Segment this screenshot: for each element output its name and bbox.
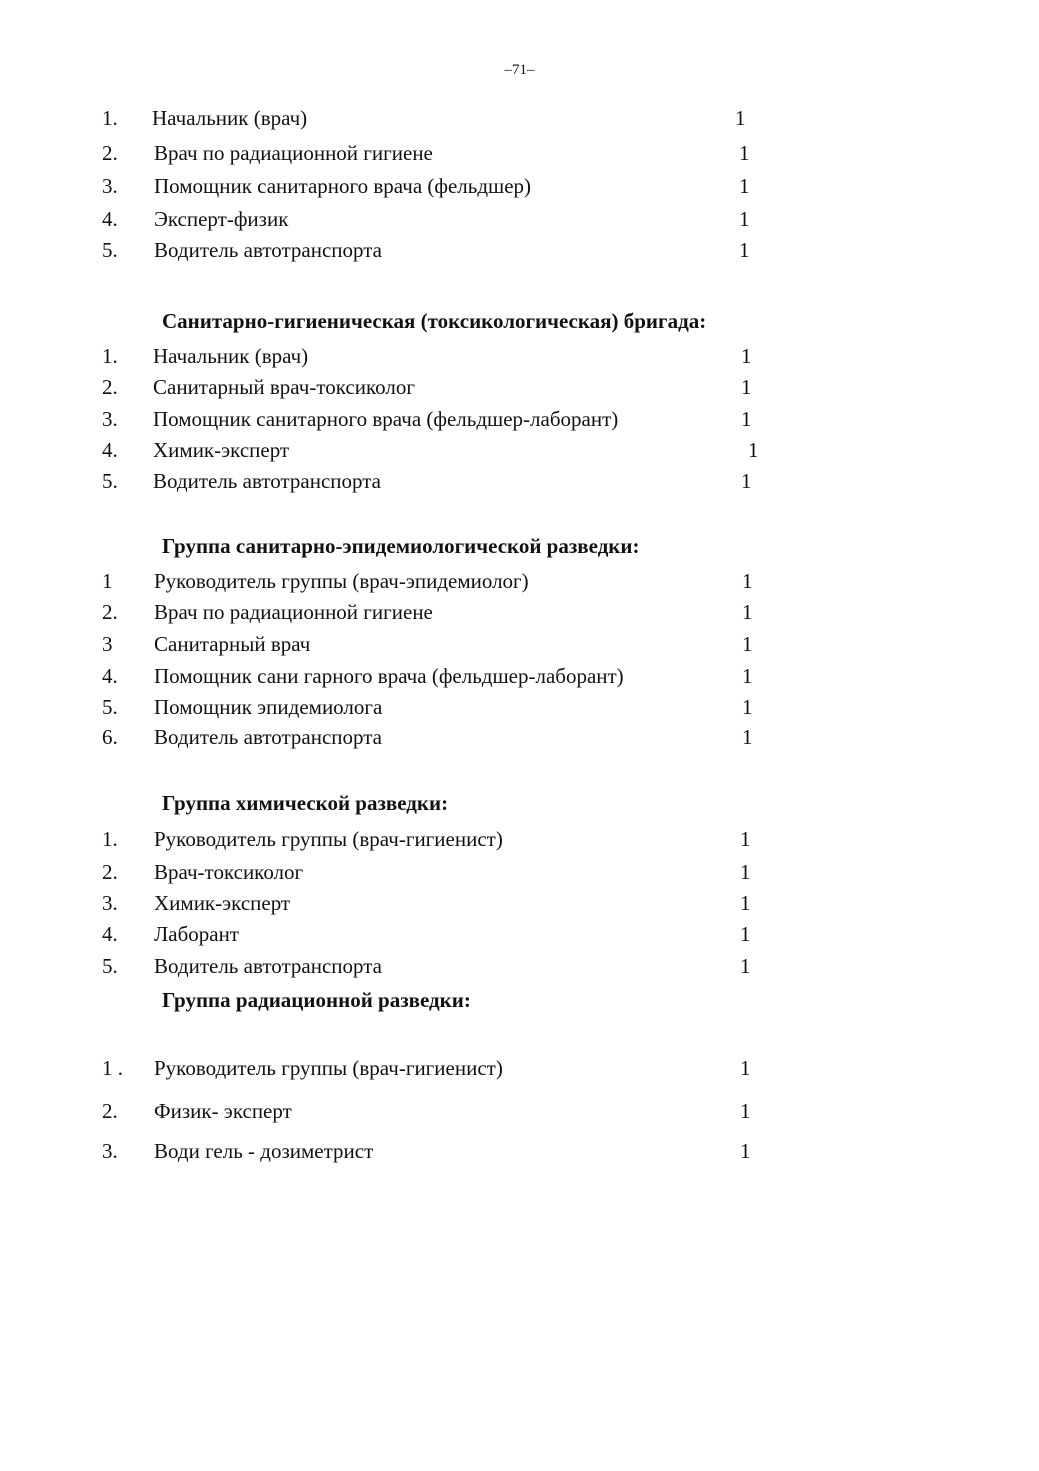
section-heading: Группа химической разведки: (162, 791, 449, 815)
item-number: 5. (102, 695, 118, 719)
list-item (0, 342, 1039, 370)
item-number: 1. (102, 344, 118, 368)
item-label: Лаборант (154, 922, 239, 946)
item-number: 1 . (102, 1056, 123, 1080)
item-quantity: 1 (740, 860, 751, 884)
item-quantity: 1 (742, 695, 753, 719)
list-item (0, 889, 1039, 917)
list-item (0, 952, 1039, 980)
item-quantity: 1 (740, 891, 751, 915)
list-item (0, 662, 1039, 690)
list-item (0, 567, 1039, 595)
item-quantity: 1 (739, 174, 750, 198)
item-number: 5. (102, 954, 118, 978)
item-quantity: 1 (740, 922, 751, 946)
list-item (0, 630, 1039, 658)
item-quantity: 1 (741, 469, 752, 493)
item-number: 2. (102, 375, 118, 399)
item-number: 3. (102, 174, 118, 198)
item-quantity: 1 (742, 600, 753, 624)
item-label: Помощник санитарного врача (фельдшер-лаборант) (153, 407, 619, 431)
section-heading: Группа радиационной разведки: (162, 988, 471, 1012)
item-quantity: 1 (741, 407, 752, 431)
list-item (0, 693, 1039, 721)
item-quantity: 1 (742, 632, 753, 656)
item-label: Начальник (врач) (152, 106, 308, 130)
item-quantity: 1 (740, 1099, 751, 1123)
list-item (0, 104, 1039, 132)
item-number: 6. (102, 725, 118, 749)
item-label: Водитель автотранспорта (154, 238, 382, 262)
item-number: 4. (102, 438, 118, 462)
list-item (0, 172, 1039, 200)
item-quantity: 1 (739, 207, 750, 231)
item-label: Руководитель группы (врач-гигиенист) (154, 827, 503, 851)
item-quantity: 1 (742, 664, 753, 688)
item-label: Химик-эксперт (154, 891, 291, 915)
item-label: Руководитель группы (врач-гигиенист) (154, 1056, 503, 1080)
item-number: 4. (102, 922, 118, 946)
item-quantity: 1 (740, 1139, 751, 1163)
item-label: Води гель - дозиметрист (154, 1139, 374, 1163)
list-item (0, 1097, 1039, 1125)
item-label: Врач по радиационной гигиене (154, 141, 433, 165)
section-heading: Санитарно-гигиеническая (токсикологическая) бригада: (162, 309, 707, 333)
item-number: 5. (102, 469, 118, 493)
item-number: 2. (102, 141, 118, 165)
item-number: 3 (102, 632, 113, 656)
item-label: Водитель автотранспорта (154, 725, 382, 749)
item-label: Химик-эксперт (153, 438, 290, 462)
list-item (0, 598, 1039, 626)
item-label: Начальник (врач) (153, 344, 309, 368)
item-quantity: 1 (742, 725, 753, 749)
item-number: 1 (102, 569, 113, 593)
item-label: Врач-токсиколог (154, 860, 304, 884)
item-quantity: 1 (748, 438, 759, 462)
item-label: Помощник сани гарного врача (фельдшер-лаборант) (154, 664, 624, 688)
item-label: Руководитель группы (врач-эпидемиолог) (154, 569, 529, 593)
item-number: 3. (102, 1139, 118, 1163)
list-item (0, 858, 1039, 886)
list-item (0, 825, 1039, 853)
item-quantity: 1 (741, 375, 752, 399)
page-number: –71– (504, 62, 535, 78)
item-number: 4. (102, 207, 118, 231)
item-number: 3. (102, 891, 118, 915)
item-quantity: 1 (740, 954, 751, 978)
item-quantity: 1 (740, 827, 751, 851)
list-item (0, 405, 1039, 433)
item-number: 2. (102, 860, 118, 884)
list-item (0, 436, 1039, 464)
list-item (0, 205, 1039, 233)
item-number: 2. (102, 1099, 118, 1123)
section-heading: Группа санитарно-эпидемиологической разведки: (162, 534, 640, 558)
item-quantity: 1 (739, 238, 750, 262)
item-label: Эксперт-физик (154, 207, 289, 231)
item-quantity: 1 (740, 1056, 751, 1080)
list-item (0, 920, 1039, 948)
item-quantity: 1 (739, 141, 750, 165)
item-number: 4. (102, 664, 118, 688)
item-label: Врач по радиационной гигиене (154, 600, 433, 624)
list-item (0, 1054, 1039, 1082)
item-label: Водитель автотранспорта (154, 954, 382, 978)
item-number: 2. (102, 600, 118, 624)
list-item (0, 236, 1039, 264)
item-number: 3. (102, 407, 118, 431)
list-item (0, 467, 1039, 495)
item-label: Помощник санитарного врача (фельдшер) (154, 174, 532, 198)
list-item (0, 1137, 1039, 1165)
item-label: Помощник эпидемиолога (154, 695, 383, 719)
item-quantity: 1 (735, 106, 746, 130)
item-number: 5. (102, 238, 118, 262)
item-label: Водитель автотранспорта (153, 469, 381, 493)
item-label: Физик- эксперт (154, 1099, 292, 1123)
item-quantity: 1 (742, 569, 753, 593)
item-number: 1. (102, 827, 118, 851)
item-quantity: 1 (741, 344, 752, 368)
list-item (0, 139, 1039, 167)
item-label: Санитарный врач (154, 632, 311, 656)
item-label: Санитарный врач-токсиколог (153, 375, 415, 399)
list-item (0, 373, 1039, 401)
item-number: 1. (102, 106, 118, 130)
list-item (0, 723, 1039, 751)
